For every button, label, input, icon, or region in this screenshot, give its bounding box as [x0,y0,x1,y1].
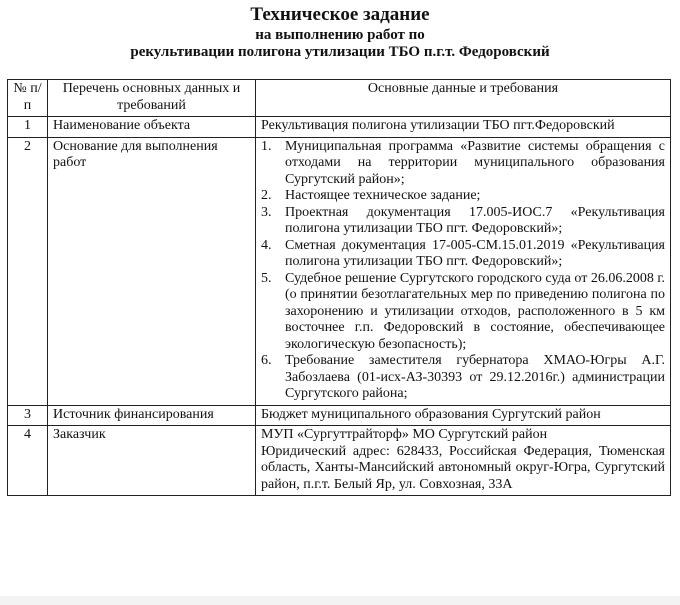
list-item-number: 3. [261,204,272,220]
table-row [8,405,671,426]
page-bottom-strip [0,596,680,605]
table-row [8,137,671,405]
row-value-list [256,137,671,405]
document-subject: рекультивации полигона утилизации ТБО п.г.т. Федоровский [130,44,550,60]
row-value: Рекультивация полигона утилизации ТБО пгт.Федоровский [256,117,671,138]
row-name: Наименование объекта [48,117,256,138]
header-number: № п/п [8,80,48,117]
row-value: Бюджет муниципального образования Сургутский район [256,405,671,426]
table-row [8,426,671,496]
table-header-row [8,80,671,117]
row-name: Источник финансирования [48,405,256,426]
row-number: 3 [8,405,48,426]
list-item-number: 1. [261,138,272,154]
basis-list [261,139,665,403]
list-item-text: Проектная документация 17.005-ИОС.7 «Рекультивация полигона утилизации ТБО пгт. Федоровский»; [285,204,665,236]
list-item-number: 5. [261,270,272,286]
document-subtitle: на выполнению работ по [255,27,425,43]
row-number: 4 [8,426,48,496]
requirements-table [7,79,671,496]
list-item [261,353,665,403]
list-item [261,238,665,271]
list-item [261,205,665,238]
list-item-text: Требование заместителя губернатора ХМАО-Югры А.Г. Забозлаева (01-исх-АЗ-30393 от 29.12.2016г.) администрации Сургутского района; [285,353,665,401]
row-name: Основание для выполнения работ [48,137,256,405]
list-item-number: 6. [261,353,272,368]
row-number: 2 [8,137,48,405]
header-list: Перечень основных данных и требований [48,80,256,117]
list-item-text: Сметная документация 17-005-СМ.15.01.2019 «Рекультивация полигона утилизации ТБО пгт. Федоровский»; [285,237,665,269]
row-value [256,426,671,496]
list-item-number: 2. [261,188,272,203]
row-number: 1 [8,117,48,138]
table-row [8,117,671,138]
list-item [261,271,665,354]
customer-name: МУП «Сургуттрайторф» МО Сургутский район [261,427,548,442]
list-item-text: Судебное решение Сургутского городского суда от 26.06.2008 г. (о принятии безотлагательных мер по приведению полигона по захоронению и утилизации отходов, расположенного в 5 км восточнее г.п. Федоровский в состояние, обеспечивающее экологическую безопасность); [285,270,665,352]
list-item-number: 4. [261,237,272,253]
row-name: Заказчик [48,426,256,496]
list-item [261,188,665,205]
list-item [261,139,665,189]
list-item-text: Муниципальная программа «Развитие системы обращения с отходами на территории муниципального образования Сургутский район»; [285,138,665,187]
document-title: Техническое задание [250,4,430,25]
customer-address: Юридический адрес: 628433, Российская Федерация, Тюменская область, Ханты-Мансийский автономный округ-Югра, Сургутский район, п.г.т. Белый Яр, ул. Совхозная, 33А [261,443,665,492]
list-item-text: Настоящее техническое задание; [285,188,481,203]
header-data: Основные данные и требования [256,80,671,117]
